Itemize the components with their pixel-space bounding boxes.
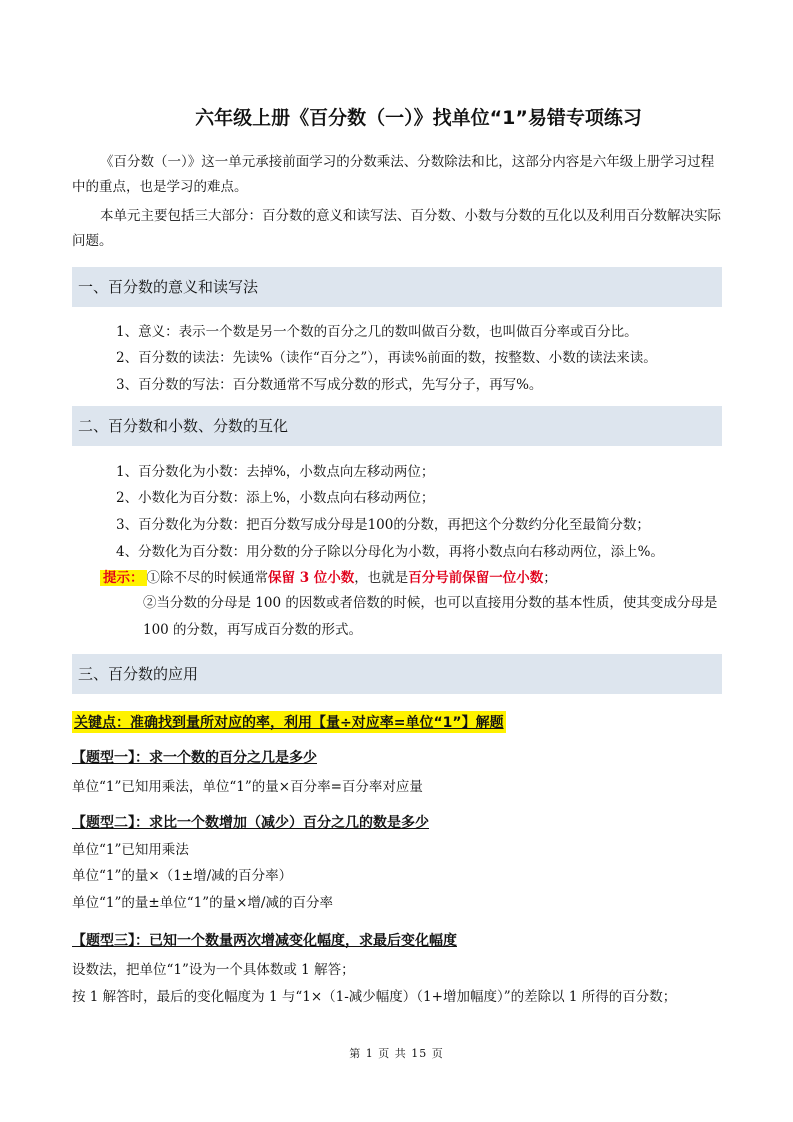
section2-item-1: 1、百分数化为小数：去掉%，小数点向左移动两位； — [116, 464, 435, 480]
type2-line-2: 单位“1”的量×（1±增/减的百分率） — [72, 868, 293, 884]
tip-text-c: ，也就是 — [354, 570, 409, 586]
section2-item-2: 2、小数化为百分数：添上%，小数点向右移动两位； — [116, 490, 435, 506]
section-heading-2: 二、百分数和小数、分数的互化 — [72, 406, 722, 446]
tip-label: 提示： — [100, 570, 147, 586]
tip-text-a: ①除不尽的时候通常 — [146, 570, 268, 586]
type2-heading: 【题型二】：求比一个数增加（减少）百分之几的数是多少 — [72, 815, 429, 831]
page-title: 六年级上册《百分数（一）》找单位“1”易错专项练习 — [195, 107, 642, 129]
tip-text-e: ； — [543, 570, 557, 586]
section2-item-3: 3、百分数化为分数：把百分数写成分母是100的分数，再把这个分数约分化至最简分数； — [116, 517, 650, 533]
section2-item-4: 4、分数化为百分数：用分数的分子除以分母化为小数，再将小数点向右移动两位，添上%。 — [116, 544, 664, 560]
type1-heading: 【题型一】：求一个数的百分之几是多少 — [72, 750, 317, 766]
type2-line-1: 单位“1”已知用乘法 — [72, 842, 189, 858]
page-footer: 第 1 页 共 15 页 — [349, 1047, 444, 1060]
section-heading-1: 一、百分数的意义和读写法 — [72, 267, 722, 307]
intro-paragraph-2: 本单元主要包括三大部分：百分数的意义和读写法、百分数、小数与分数的互化以及利用百分数解决实际问题。 — [72, 208, 721, 249]
tip-line-2: ②当分数的分母是 100 的因数或者倍数的时候，也可以直接用分数的基本性质，使其变成分母是 100 的分数，再写成百分数的形式。 — [143, 595, 718, 638]
type3-line-1: 设数法，把单位“1”设为一个具体数或 1 解答； — [72, 962, 355, 978]
type1-line-1: 单位“1”已知用乘法，单位“1”的量×百分率=百分率对应量 — [72, 779, 423, 795]
section1-item-1: 1、意义：表示一个数是另一个数的百分之几的数叫做百分数，也叫做百分率或百分比。 — [116, 324, 638, 340]
intro-paragraph-1: 《百分数（一）》这一单元承接前面学习的分数乘法、分数除法和比，这部分内容是六年级上册学习过程中的重点，也是学习的难点。 — [72, 154, 715, 195]
tip-highlight-1: 保留 3 位小数 — [268, 570, 355, 586]
section1-item-2: 2、百分数的读法：先读%（读作“百分之”），再读%前面的数，按整数、小数的读法来读。 — [116, 350, 657, 366]
type2-line-3: 单位“1”的量±单位“1”的量×增/减的百分率 — [72, 895, 333, 911]
type3-heading: 【题型三】：已知一个数量两次增减变化幅度，求最后变化幅度 — [72, 933, 457, 949]
type3-line-2: 按 1 解答时，最后的变化幅度为 1 与“1×（1-减少幅度）（1+增加幅度）”的差除以 1 所得的百分数； — [72, 989, 677, 1005]
key-point: 关键点：准确找到量所对应的率，利用【量÷对应率=单位“1”】解题 — [72, 711, 506, 733]
section-heading-3: 三、百分数的应用 — [72, 654, 722, 694]
tip-line-1 — [100, 566, 557, 586]
tip-highlight-2: 百分号前保留一位小数 — [408, 570, 544, 586]
section1-item-3: 3、百分数的写法：百分数通常不写成分数的形式，先写分子，再写%。 — [116, 377, 543, 393]
